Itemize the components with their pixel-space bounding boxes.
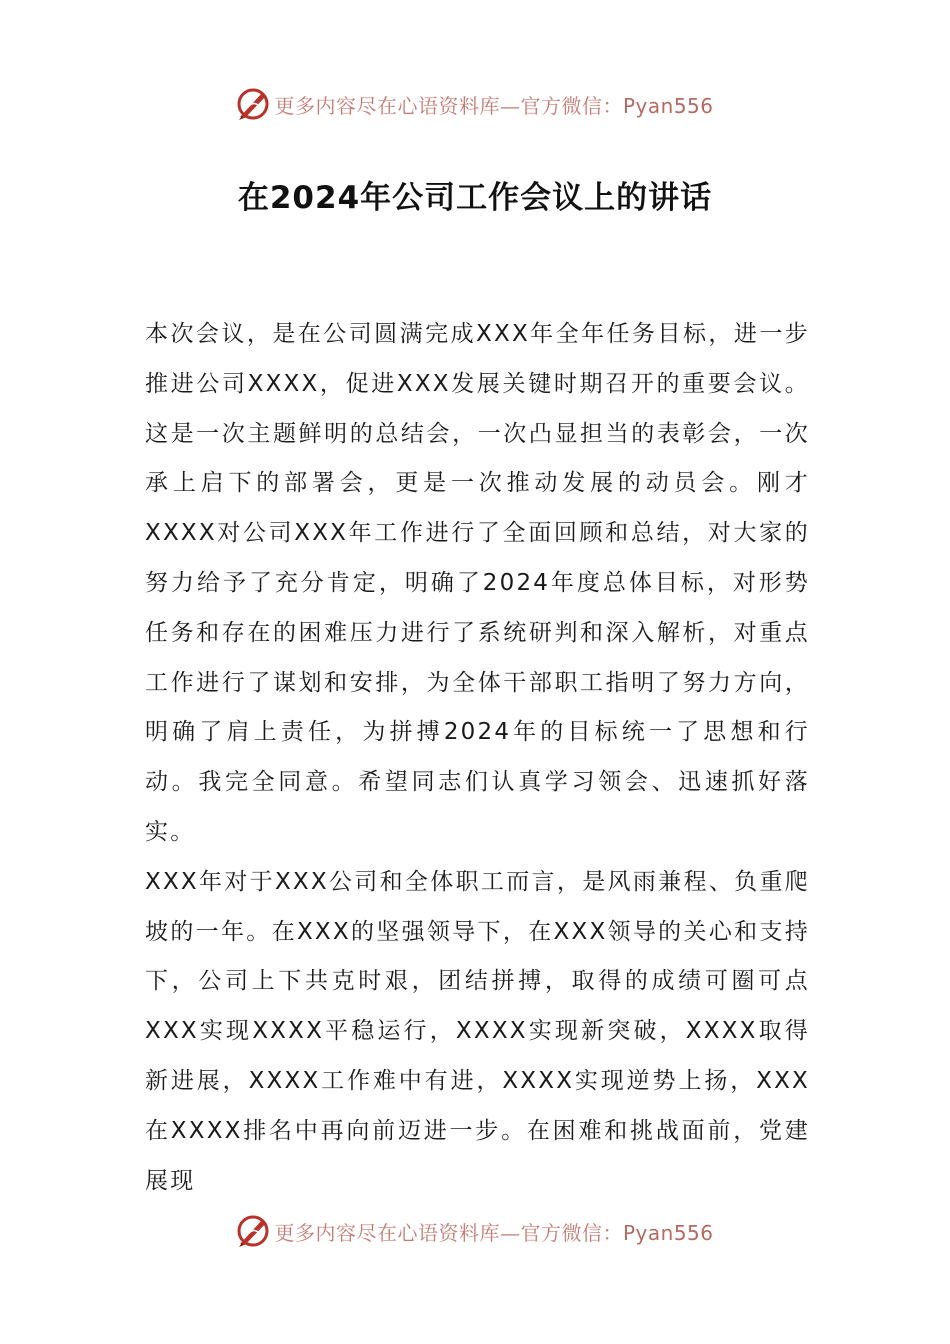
pen-logo-icon [236, 87, 270, 121]
header-wechat-id: Pyan556 [622, 93, 714, 118]
header-banner-text: 更多内容尽在心语资料库—官方微信：Pyan556 [274, 93, 714, 118]
footer-wechat-id: Pyan556 [622, 1220, 714, 1245]
paragraph-2: XXX年对于XXX公司和全体职工而言，是风雨兼程、负重爬坡的一年。在XXX的坚强领导下，在XXX领导的关心和支持下，公司上下共克时艰，团结拼搏，取得的成绩可圈可点XXX实现XXXX平稳运行，XXXX实现新突破，XXXX取得新进展，XXXX工作难中有进，XXXX实现逆势上扬，XXX在XXXX排名中再向前迈进一步。在困难和挑战面前，党建展现 [145, 868, 810, 1194]
header-banner [0, 84, 950, 124]
footer-banner [0, 1211, 950, 1251]
document-body [145, 310, 810, 1206]
paragraph-1: 本次会议，是在公司圆满完成XXX年全年任务目标，进一步推进公司XXXX，促进XXX发展关键时期召开的重要会议。这是一次主题鲜明的总结会，一次凸显担当的表彰会，一次承上启下的部署会，更是一次推动发展的动员会。刚才XXXX对公司XXX年工作进行了全面回顾和总结，对大家的努力给予了充分肯定，明确了2024年度总体目标，对形势任务和存在的困难压力进行了系统研判和深入解析，对重点工作进行了谋划和安排，为全体干部职工指明了努力方向，明确了肩上责任，为拼搏2024年的目标统一了思想和行动。我完全同意。希望同志们认真学习领会、迅速抓好落实。 [145, 321, 810, 845]
pen-logo-icon [236, 1214, 270, 1248]
footer-banner-text: 更多内容尽在心语资料库—官方微信：Pyan556 [274, 1220, 714, 1245]
page-title: 在2024年公司工作会议上的讲话 [237, 180, 713, 216]
